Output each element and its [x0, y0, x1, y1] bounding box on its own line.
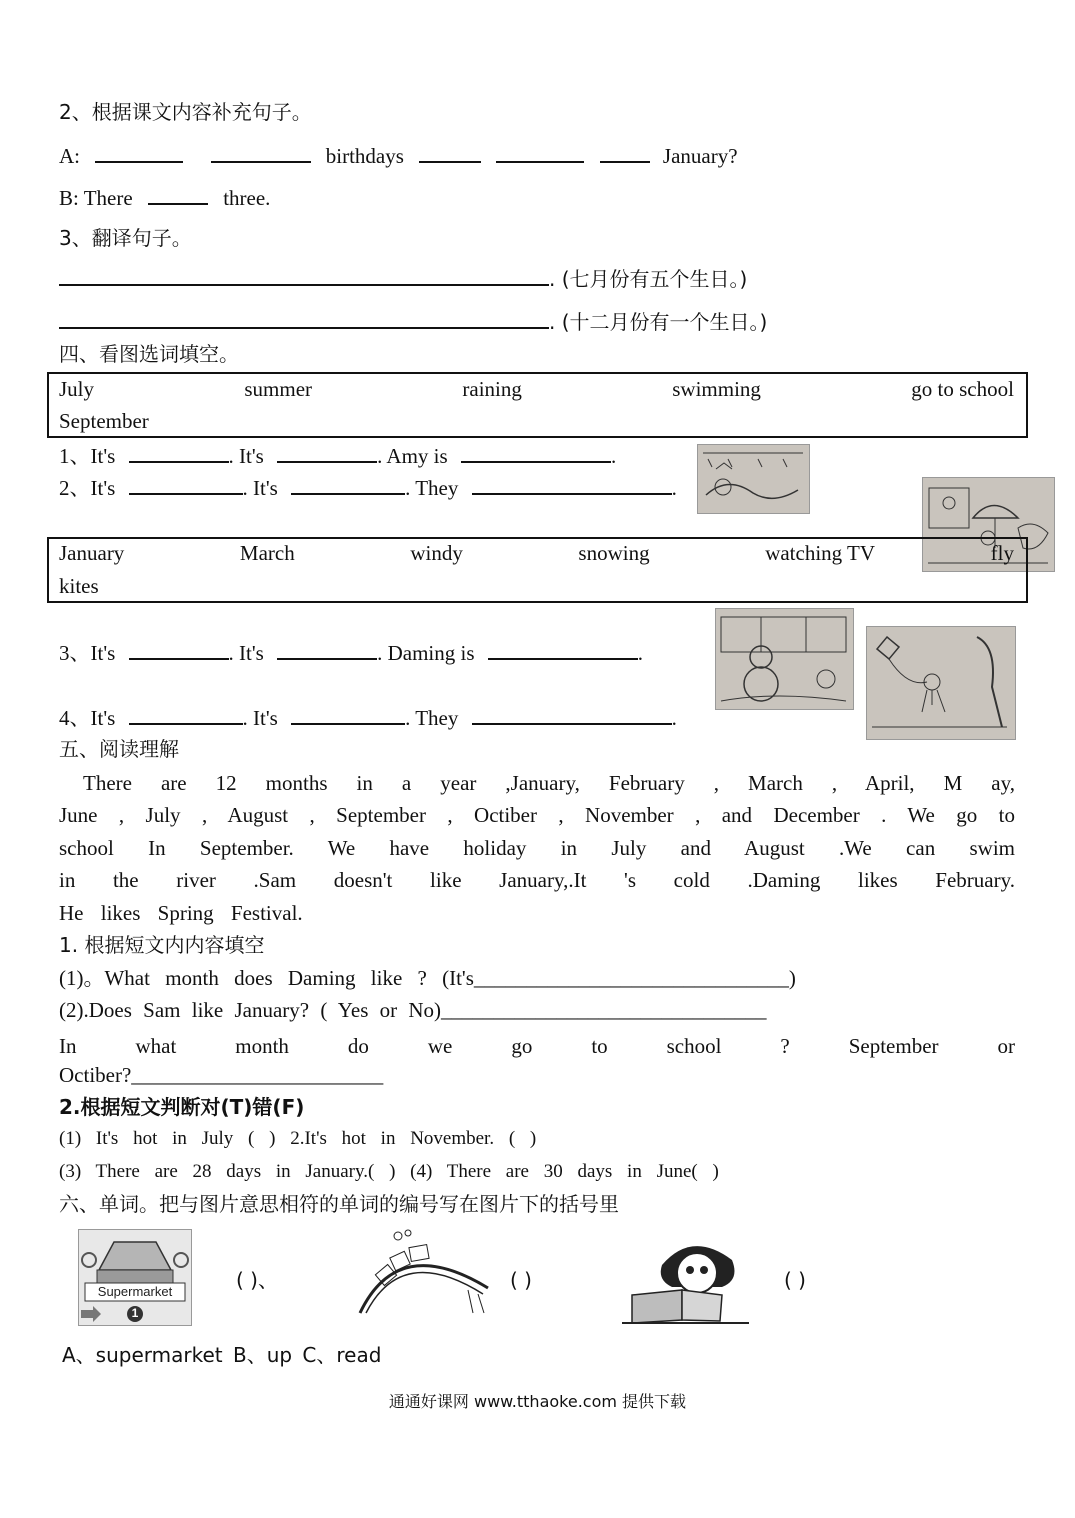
blank[interactable] [129, 640, 229, 660]
supermarket-number: 1 [131, 1306, 139, 1320]
part1-question-1: (1)。What month does Daming like ? (It's______________________________) [59, 966, 796, 990]
line-b-prefix: B: There [59, 186, 133, 210]
q-text: . It's [242, 476, 278, 500]
girl-reading-drawing [622, 1235, 749, 1325]
word-option: go to school [911, 377, 1014, 401]
picture-snowman [715, 608, 854, 710]
blank[interactable] [129, 475, 243, 495]
blank[interactable] [129, 443, 229, 463]
answer-line[interactable] [59, 309, 549, 329]
word-option: swimming [672, 377, 761, 401]
part2-heading: 2.根据短文判断对(T)错(F) [59, 1095, 305, 1119]
picture-fly-kites [866, 626, 1016, 740]
q-text: . [671, 706, 677, 730]
blank[interactable] [148, 185, 208, 205]
passage-line: There are 12 months in a year ,January, February , March , April, M ay, [83, 771, 1015, 795]
blank[interactable] [211, 143, 311, 163]
answer-line[interactable] [59, 266, 549, 286]
answer-bracket-1[interactable]: ( )、 [236, 1268, 278, 1292]
blank[interactable] [129, 705, 243, 725]
q-text: . [671, 476, 677, 500]
word-option: summer [244, 377, 313, 401]
blank[interactable] [291, 475, 405, 495]
passage-line: June , July , August , September , Octiber , November , and December . We go to [59, 803, 1015, 827]
snowman-drawing [716, 609, 853, 709]
picture-supermarket [78, 1229, 192, 1326]
blank[interactable] [419, 143, 481, 163]
blank[interactable] [472, 475, 672, 495]
q-text: . [610, 444, 617, 468]
question-4 [59, 705, 677, 731]
raining-drawing [698, 445, 809, 513]
line-b-suffix: three. [223, 186, 271, 210]
word-box-1-row [59, 377, 1014, 402]
part2-line-2: (3) There are 28 days in January.( ) (4) There are 30 days in June( ) [59, 1161, 719, 1182]
word-option: windy [410, 541, 463, 565]
line-a-word: birthdays [325, 144, 404, 168]
picture-up [358, 1228, 491, 1318]
blank[interactable] [95, 143, 183, 163]
word-option: March [239, 541, 295, 565]
q-text: 2、It's [59, 476, 116, 500]
blank[interactable] [291, 705, 405, 725]
picture-raining [697, 444, 810, 514]
translate-line-2 [59, 309, 767, 335]
line-a-prefix: A: [59, 144, 80, 168]
passage-line: He likes Spring Festival. [59, 901, 303, 925]
word-option: fly [990, 541, 1014, 565]
passage-line: in the river .Sam doesn't like January,.It 's cold .Daming likes February. [59, 868, 1015, 892]
q-text: . It's [228, 444, 264, 468]
train-up-drawing [358, 1228, 491, 1318]
question-2 [59, 475, 677, 501]
blank[interactable] [277, 640, 377, 660]
kites-drawing [867, 627, 1015, 739]
footer-note: 通通好课网 www.tthaoke.com 提供下载 [388, 1392, 687, 1411]
q-text: 4、It's [59, 706, 116, 730]
q-text: . It's [228, 641, 264, 665]
blank[interactable] [496, 143, 584, 163]
q-text: . Daming is [377, 641, 475, 665]
word-option: July [59, 377, 95, 401]
answer-bracket-3[interactable]: ( ) [784, 1268, 806, 1292]
section2-line-b [59, 185, 270, 211]
blank[interactable] [461, 443, 611, 463]
q-text: . They [405, 476, 459, 500]
section2-heading: 2、根据课文内容补充句子。 [59, 100, 312, 124]
blank[interactable] [472, 705, 672, 725]
word-box-2-row [59, 541, 1014, 566]
section3-heading: 3、翻译句子。 [59, 226, 192, 250]
part1-heading: 1. 根据短文内内容填空 [59, 933, 265, 957]
blank[interactable] [277, 443, 377, 463]
blank[interactable] [488, 640, 638, 660]
word-option: September [59, 409, 149, 433]
question-1 [59, 443, 616, 469]
section2-line-a [59, 143, 738, 169]
line-a-suffix: January? [662, 144, 738, 168]
word-option: watching TV [765, 541, 876, 565]
passage-line: school In September. We have holiday in July and August .We can swim [59, 836, 1015, 860]
supermarket-sign: Supermarket [97, 1284, 173, 1299]
section4-heading: 四、看图选词填空。 [59, 342, 239, 366]
q-text: . It's [242, 706, 278, 730]
word-option: kites [59, 574, 99, 598]
translate-hint-1: . (七月份有五个生日。) [549, 267, 748, 291]
q-text: 1、It's [59, 444, 116, 468]
section5-heading: 五、阅读理解 [59, 737, 179, 761]
answer-bracket-2[interactable]: ( ) [510, 1268, 532, 1292]
blank[interactable] [600, 143, 650, 163]
word-option: snowing [578, 541, 650, 565]
part1-question-3-line2: Octiber?________________________ [59, 1063, 384, 1087]
word-options: A、supermarket B、up C、read [62, 1343, 382, 1367]
word-option: January [59, 541, 125, 565]
part1-question-2: (2).Does Sam like January? ( Yes or No)_______________________________ [59, 998, 767, 1022]
q-text: . Amy is [377, 444, 448, 468]
question-3 [59, 640, 643, 666]
q-text: 3、It's [59, 641, 116, 665]
translate-line-1 [59, 266, 747, 292]
translate-hint-2: . (十二月份有一个生日。) [549, 310, 768, 334]
part2-line-1: (1) It's hot in July ( ) 2.It's hot in November. ( ) [59, 1128, 537, 1149]
picture-read [622, 1235, 749, 1325]
section6-heading: 六、单词。把与图片意思相符的单词的编号写在图片下的括号里 [59, 1192, 619, 1216]
q-text: . They [405, 706, 459, 730]
q-text: . [637, 641, 644, 665]
word-option: raining [462, 377, 522, 401]
part1-question-3: In what month do we go to school ? September or [59, 1034, 1015, 1058]
